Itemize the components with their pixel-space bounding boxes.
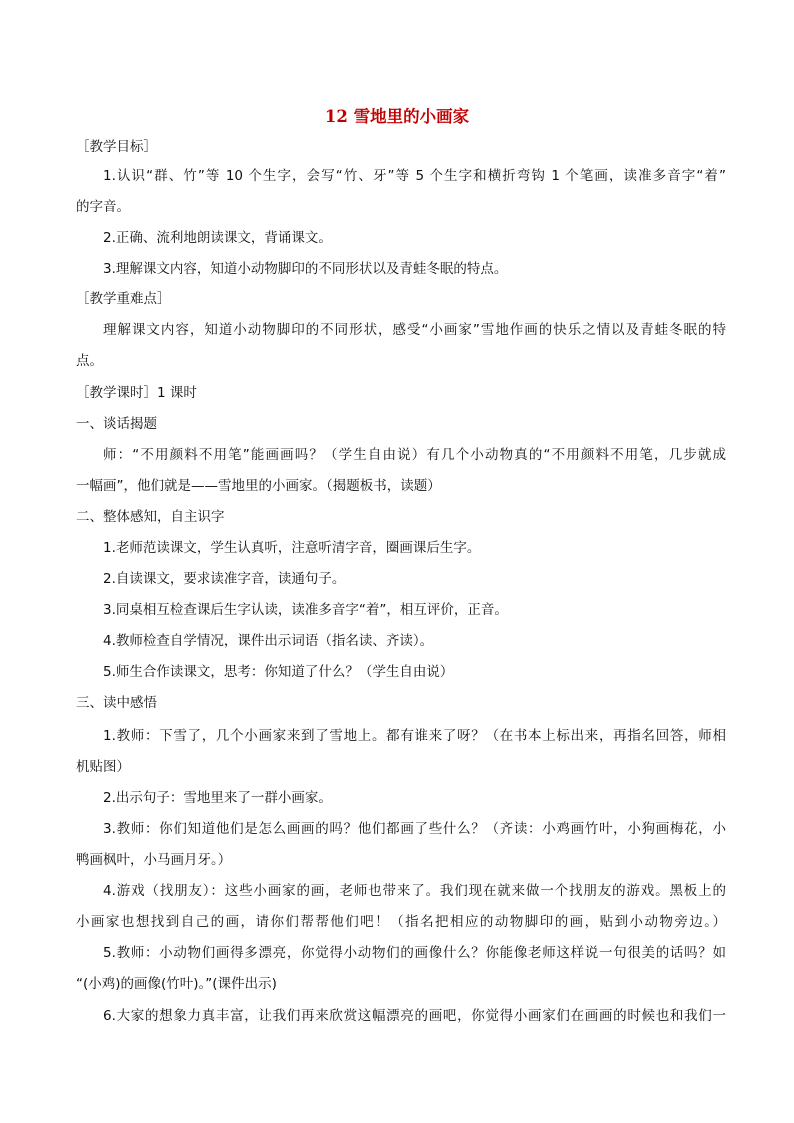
- paragraph-line: 3.教师：你们知道他们是怎么画画的吗？他们都画了些什么？（齐读：小鸡画竹叶，小狗画梅花，小: [103, 821, 726, 837]
- paragraph-line: 5.教师：小动物们画得多漂亮，你觉得小动物们的画像什么？你能像老师这样说一句很美的话吗？如: [103, 945, 726, 961]
- page-title: 12 雪地里的小画家: [324, 107, 470, 126]
- paragraph-line: 师：“不用颜料不用笔”能画画吗？（学生自由说）有几个小动物真的“不用颜料不用笔，几步就成: [103, 447, 726, 463]
- section-heading-objectives: ［教学目标］: [76, 139, 157, 155]
- paragraph-line: 机贴图）: [76, 759, 130, 775]
- paragraph-line: 4.教师检查自学情况，课件出示词语（指名读、齐读）。: [103, 633, 434, 649]
- paragraph-line: 1.老师范读课文，学生认真听，注意听清字音，圈画课后生字。: [103, 540, 481, 556]
- paragraph-line: 3.理解课文内容，知道小动物脚印的不同形状以及青蛙冬眠的特点。: [103, 261, 508, 277]
- paragraph-line: 2.正确、流利地朗读课文，背诵课文。: [103, 230, 332, 246]
- paragraph-line: 3.同桌相互检查课后生字认读，读准多音字“着”，相互评价，正音。: [103, 602, 508, 618]
- paragraph-line: 1.认识“群、竹”等 10 个生字，会写“竹、牙”等 5 个生字和横折弯钩 1 个笔画，读准多音字“着”: [103, 168, 726, 184]
- paragraph-line: 理解课文内容，知道小动物脚印的不同形状，感受“小画家”雪地作画的快乐之情以及青蛙冬眠的特: [103, 322, 726, 338]
- section-heading-1: 一、谈话揭题: [76, 416, 157, 432]
- paragraph-line: 的字音。: [76, 199, 130, 215]
- section-heading-periods: ［教学课时］1 课时: [76, 385, 197, 401]
- section-heading-2: 二、整体感知，自主识字: [76, 509, 225, 525]
- paragraph-line: 一幅画”，他们就是——雪地里的小画家。（揭题板书，读题）: [76, 478, 441, 494]
- paragraph-line: 5.师生合作读课文，思考：你知道了什么？（学生自由说）: [103, 664, 454, 680]
- section-heading-3: 三、读中感悟: [76, 695, 157, 711]
- paragraph-line: 鸭画枫叶，小马画月牙。）: [76, 852, 232, 868]
- paragraph-line: 点。: [76, 353, 103, 369]
- paragraph-line: 小画家也想找到自己的画，请你们帮帮他们吧！（指名把相应的动物脚印的画，贴到小动物旁边。）: [76, 914, 726, 930]
- paragraph-line: 2.出示句子：雪地里来了一群小画家。: [103, 790, 332, 806]
- section-heading-key-points: ［教学重难点］: [76, 291, 171, 307]
- paragraph-line: 2.自读课文，要求读准字音，读通句子。: [103, 571, 346, 587]
- paragraph-line: 1.教师：下雪了，几个小画家来到了雪地上。都有谁来了呀？（在书本上标出来，再指名回答，师相: [103, 728, 726, 744]
- paragraph-line: “(小鸡)的画像(竹叶)。”(课件出示): [76, 976, 277, 992]
- paragraph-line: 6.大家的想象力真丰富，让我们再来欣赏这幅漂亮的画吧，你觉得小画家们在画画的时候也和我们一: [103, 1008, 726, 1024]
- paragraph-line: 4.游戏（找朋友）：这些小画家的画，老师也带来了。我们现在就来做一个找朋友的游戏。黑板上的: [103, 883, 726, 899]
